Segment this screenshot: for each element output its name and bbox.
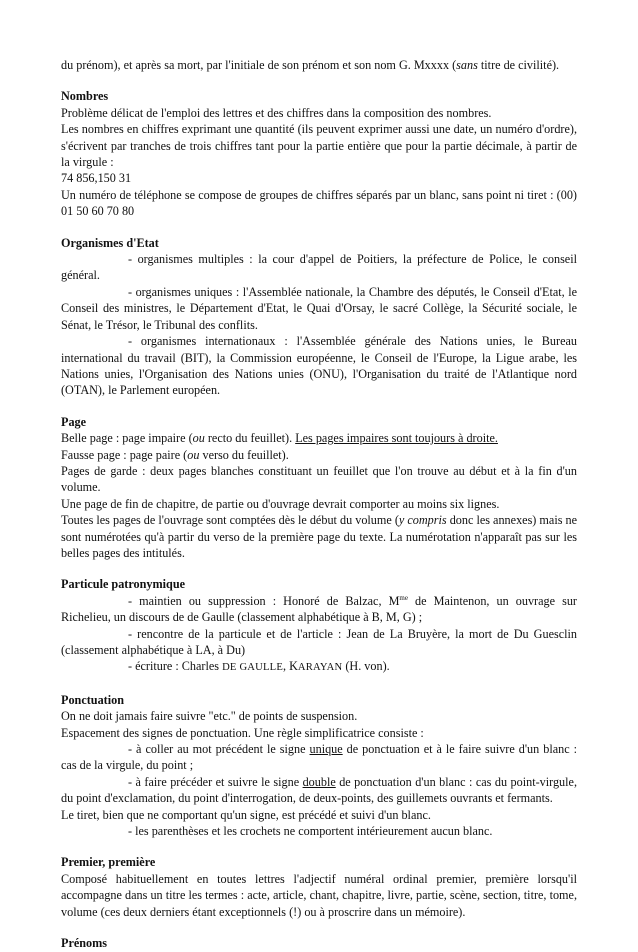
page-line-3: Pages de garde : deux pages blanches constituant un feuillet que l'on trouve au début et à la fin d'un volume.	[61, 463, 577, 495]
organismes-line-3: - organismes internationaux : l'Assemblée générale des Nations unies, le Bureau international du travail (BIT), la Commission européenne, le Conseil de l'Europe, la Ligue arabe, les Nations unies, l'Organisation des Nations unies (ONU), l'Organisation du traité de l'Atlantique nord (OTAN), le Parlement européen.	[61, 334, 577, 398]
ponctuation-underlined-unique: unique	[309, 742, 343, 757]
ponctuation-line-4	[61, 774, 577, 807]
heading-nombres: Nombres	[61, 89, 109, 104]
ponctuation-line-2: Espacement des signes de ponctuation. Une règle simplificatrice consiste :	[61, 725, 424, 740]
page-line-1-italic: ou	[192, 431, 205, 446]
page-line-2-text-b: verso du feuillet).	[199, 447, 289, 462]
particule-line-1	[61, 593, 577, 626]
premier-line-1: Composé habituellement en toutes lettres l'adjectif numéral ordinal premier, première lorsqu'il accompagne dans un titre les termes : acte, article, chant, chapitre, livre, partie, scène, section, titre, tome, volume (ces deux derniers étant exceptionnels (!) ou à proscrire dans un mémoire).	[61, 871, 577, 919]
page-line-2-italic: ou	[187, 447, 200, 462]
ponctuation-line-4-text: - à faire précéder et suivre le signe	[128, 774, 303, 789]
nombres-line-4: Un numéro de téléphone se compose de groupes de chiffres séparés par un blanc, sans point ni tiret : (00) 01 50 60 70 80	[61, 187, 577, 219]
particule-line-3-text-c: (H. von).	[342, 659, 390, 674]
page-line-2	[61, 447, 577, 463]
ponctuation-line-3-text-b: de ponctuation et à le faire suivre d'un blanc : cas de la virgule, du point ;	[61, 742, 577, 773]
ponctuation-line-6: - les parenthèses et les crochets ne comportent intérieurement aucun blanc.	[128, 824, 493, 839]
page-line-5-text: Toutes les pages de l'ouvrage sont comptées dès le début du volume (	[61, 513, 399, 528]
ponctuation-line-4-text-b: de ponctuation d'un blanc : cas du point-virgule, du point d'exclamation, du point d'interrogation, de deux-points, des guillemets ouvrants et fermants.	[61, 774, 577, 806]
page-line-4: Une page de fin de chapitre, de partie ou d'ouvrage devrait comporter au moins six lignes.	[61, 496, 500, 511]
particule-line-2: - rencontre de la particule et de l'article : Jean de La Bruyère, la mort de Du Guesclin (classement alphabétique à LA, à Du)	[61, 626, 577, 657]
organismes-line-1: - organismes multiples : la cour d'appel de Poitiers, la préfecture de Police, le conseil général.	[61, 252, 577, 283]
heading-prenoms: Prénoms	[61, 936, 108, 951]
intro-text: du prénom), et après sa mort, par l'initiale de son prénom et son nom G. Mxxxx (	[61, 58, 457, 72]
ponctuation-line-1: On ne doit jamais faire suivre "etc." de points de suspension.	[61, 709, 358, 724]
page-line-1-text: Belle page : page impaire (	[61, 431, 193, 446]
heading-page: Page	[61, 414, 87, 429]
particule-superscript: me	[399, 593, 408, 602]
page-line-1-text-b: recto du feuillet).	[204, 431, 296, 446]
page-line-2-text: Fausse page : page paire (	[61, 447, 188, 462]
ponctuation-line-5: Le tiret, bien que ne comportant qu'un signe, est précédé et suivi d'un blanc.	[61, 807, 431, 822]
page-line-5-italic: y compris	[398, 513, 447, 528]
heading-particule: Particule patronymique	[61, 577, 186, 592]
particule-smallcaps-2: ARAYAN	[297, 662, 343, 674]
nombres-example: 74 856,150 31	[61, 171, 132, 186]
particule-smallcaps-1: DE GAULLE	[222, 662, 284, 674]
organismes-line-2: - organismes uniques : l'Assemblée nationale, la Chambre des députés, le Conseil d'Etat, le Conseil des ministres, le Département d'Etat, le Quai d'Orsay, le sacré Collège, la Sécurité sociale, le Sénat, le Trésor, le Tribunal des conflits.	[61, 284, 577, 332]
intro-italic: sans	[456, 58, 478, 72]
intro-paragraph	[61, 57, 577, 73]
nombres-line-1: Problème délicat de l'emploi des lettres et des chiffres dans la composition des nombres.	[61, 105, 492, 120]
page-line-5-text-b: donc les annexes) mais ne sont numérotées qu'à partir du verso de la première page du texte. La numérotation n'apparaît pas sur les belles pages des intitulés.	[61, 513, 578, 560]
ponctuation-line-3	[61, 741, 577, 774]
page-line-5	[61, 512, 577, 561]
particule-line-1-text-b: de Maintenon, un ouvrage sur Richelieu, un discours de de Gaulle (classement alphabétique à B, M, G) ;	[61, 593, 577, 625]
page-line-1	[61, 430, 577, 446]
particule-line-3	[61, 658, 577, 676]
particule-line-1-text: - maintien ou suppression : Honoré de Balzac, M	[128, 593, 400, 608]
nombres-line-2: Les nombres en chiffres exprimant une quantité (ils peuvent exprimer aussi une date, un numéro d'ordre), s'écrivent par tranches de trois chiffres tant pour la partie entière que pour la partie décimale, à partir de la virgule :	[61, 122, 577, 170]
heading-organismes: Organismes d'Etat	[61, 235, 159, 250]
heading-premier: Premier, première	[61, 855, 156, 870]
ponctuation-underlined-double: double	[302, 774, 336, 789]
particule-line-3-text-b: , K	[283, 659, 298, 674]
particule-line-3-text: - écriture : Charles	[128, 659, 223, 674]
ponctuation-line-3-text: - à coller au mot précédent le signe	[128, 742, 310, 757]
page-line-1-underlined: Les pages impaires sont toujours à droite.	[295, 431, 498, 446]
heading-ponctuation: Ponctuation	[61, 692, 124, 707]
intro-text-end: titre de civilité).	[477, 58, 560, 72]
